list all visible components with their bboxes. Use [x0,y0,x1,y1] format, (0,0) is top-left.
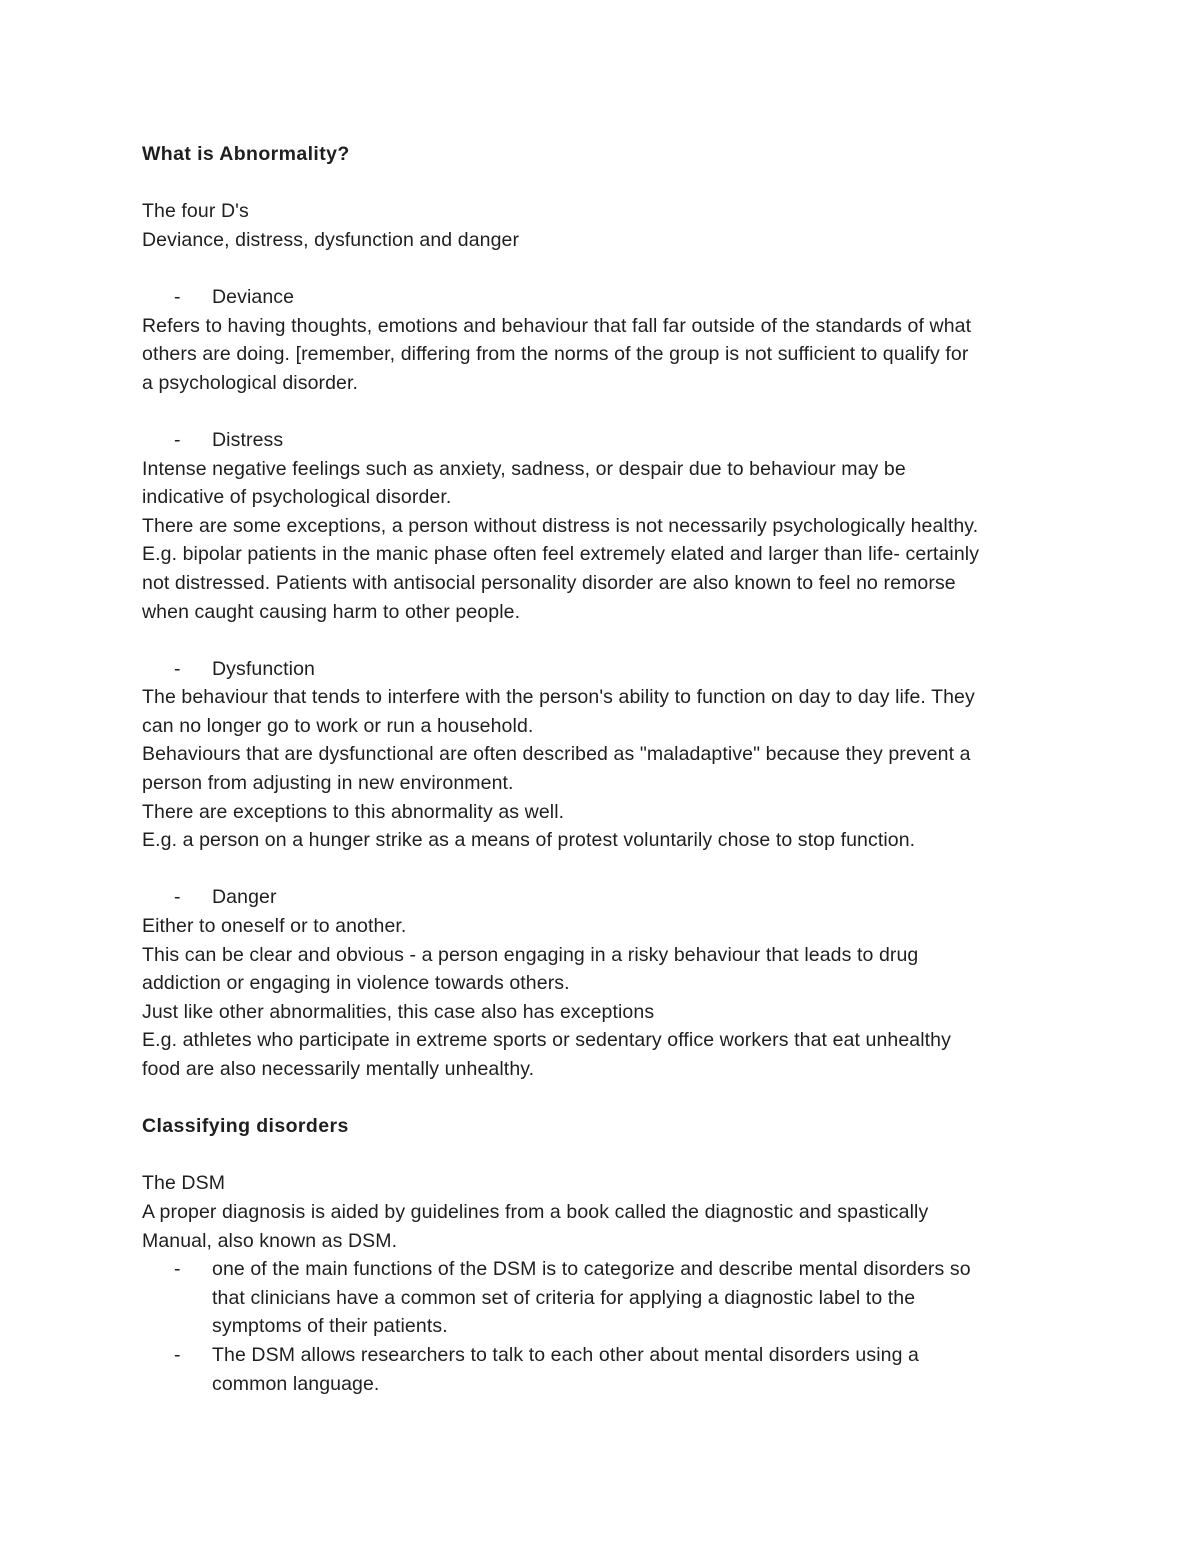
deviance-line: Refers to having thoughts, emotions and behaviour that fall far outside of the standards of what [142,314,972,337]
dysfunction-line: E.g. a person on a hunger strike as a means of protest voluntarily chose to stop function. [142,829,916,852]
distress-line: when caught causing harm to other people. [142,600,521,623]
dysfunction-line: Behaviours that are dysfunctional are often described as "maladaptive" because they prevent a [142,743,971,766]
dsm-bullet-line: one of the main functions of the DSM is to categorize and describe mental disorders so [212,1258,971,1281]
danger-line: food are also necessarily mentally unhealthy. [142,1058,535,1080]
danger-heading-item [142,883,1072,912]
blank-line [142,254,1072,283]
blank-line [142,169,1072,198]
dysfunction-heading-item [142,655,1072,684]
distress-heading-item [142,426,1072,455]
distress-line: Intense negative feelings such as anxiety, sadness, or despair due to behaviour may be [142,457,906,480]
intro-label: The four D's [142,200,249,223]
dsm-bullet-item [142,1341,1072,1398]
dash-bullet: - [174,1343,181,1366]
dsm-bullet-text [212,1341,1072,1398]
dash-bullet: - [174,285,181,308]
dsm-bullet-item [142,1255,1072,1341]
intro-list: Deviance, distress, dysfunction and danger [142,228,520,251]
deviance-heading-item [142,283,1072,312]
section-title-classifying: Classifying disorders [142,1115,349,1138]
danger-line: Either to oneself or to another. [142,915,407,938]
distress-line: indicative of psychological disorder. [142,486,452,509]
deviance-line: a psychological disorder. [142,371,359,394]
danger-line: addiction or engaging in violence towards others. [142,972,570,995]
dysfunction-line: The behaviour that tends to interfere with the person's ability to function on day to day life. They [142,686,975,709]
dysfunction-line: can no longer go to work or run a household. [142,714,534,737]
dsm-subheading: The DSM [142,1172,226,1195]
danger-line: Just like other abnormalities, this case also has exceptions [142,1000,655,1023]
dsm-line: Manual, also known as DSM. [142,1229,398,1252]
dsm-line: A proper diagnosis is aided by guidelines from a book called the diagnostic and spastically [142,1200,929,1223]
dash-bullet: - [174,1258,181,1281]
deviance-heading: Deviance [212,285,295,308]
blank-line [142,397,1072,426]
distress-line: There are some exceptions, a person without distress is not necessarily psychologically healthy. [142,514,979,537]
section-title-abnormality: What is Abnormality? [142,143,350,165]
distress-heading: Distress [212,428,284,451]
blank-line [142,626,1072,655]
danger-line: E.g. athletes who participate in extreme sports or sedentary office workers that eat unhealthy [142,1029,951,1052]
blank-line [142,1084,1072,1113]
blank-line [142,1141,1072,1170]
dash-bullet: - [174,886,181,909]
distress-line: E.g. bipolar patients in the manic phase often feel extremely elated and larger than life- certainly [142,543,980,566]
dsm-bullet-line: that clinicians have a common set of criteria for applying a diagnostic label to the [212,1286,916,1309]
blank-line [142,855,1072,884]
dysfunction-heading: Dysfunction [212,657,315,680]
document-page [142,140,1072,1398]
dysfunction-line: There are exceptions to this abnormality as well. [142,800,565,823]
distress-line: not distressed. Patients with antisocial personality disorder are also known to feel no remorse [142,571,956,594]
danger-line: This can be clear and obvious - a person engaging in a risky behaviour that leads to drug [142,943,919,966]
dash-bullet: - [174,428,181,451]
dsm-bullet-text [212,1255,1072,1341]
dysfunction-line: person from adjusting in new environment. [142,772,514,795]
dsm-bullet-line: symptoms of their patients. [212,1315,448,1338]
dsm-bullet-line: common language. [212,1372,380,1395]
dsm-bullet-line: The DSM allows researchers to talk to each other about mental disorders using a [212,1343,919,1366]
deviance-line: others are doing. [remember, differing from the norms of the group is not sufficient to qualify for [142,343,969,366]
dash-bullet: - [174,657,181,680]
danger-heading: Danger [212,886,277,909]
